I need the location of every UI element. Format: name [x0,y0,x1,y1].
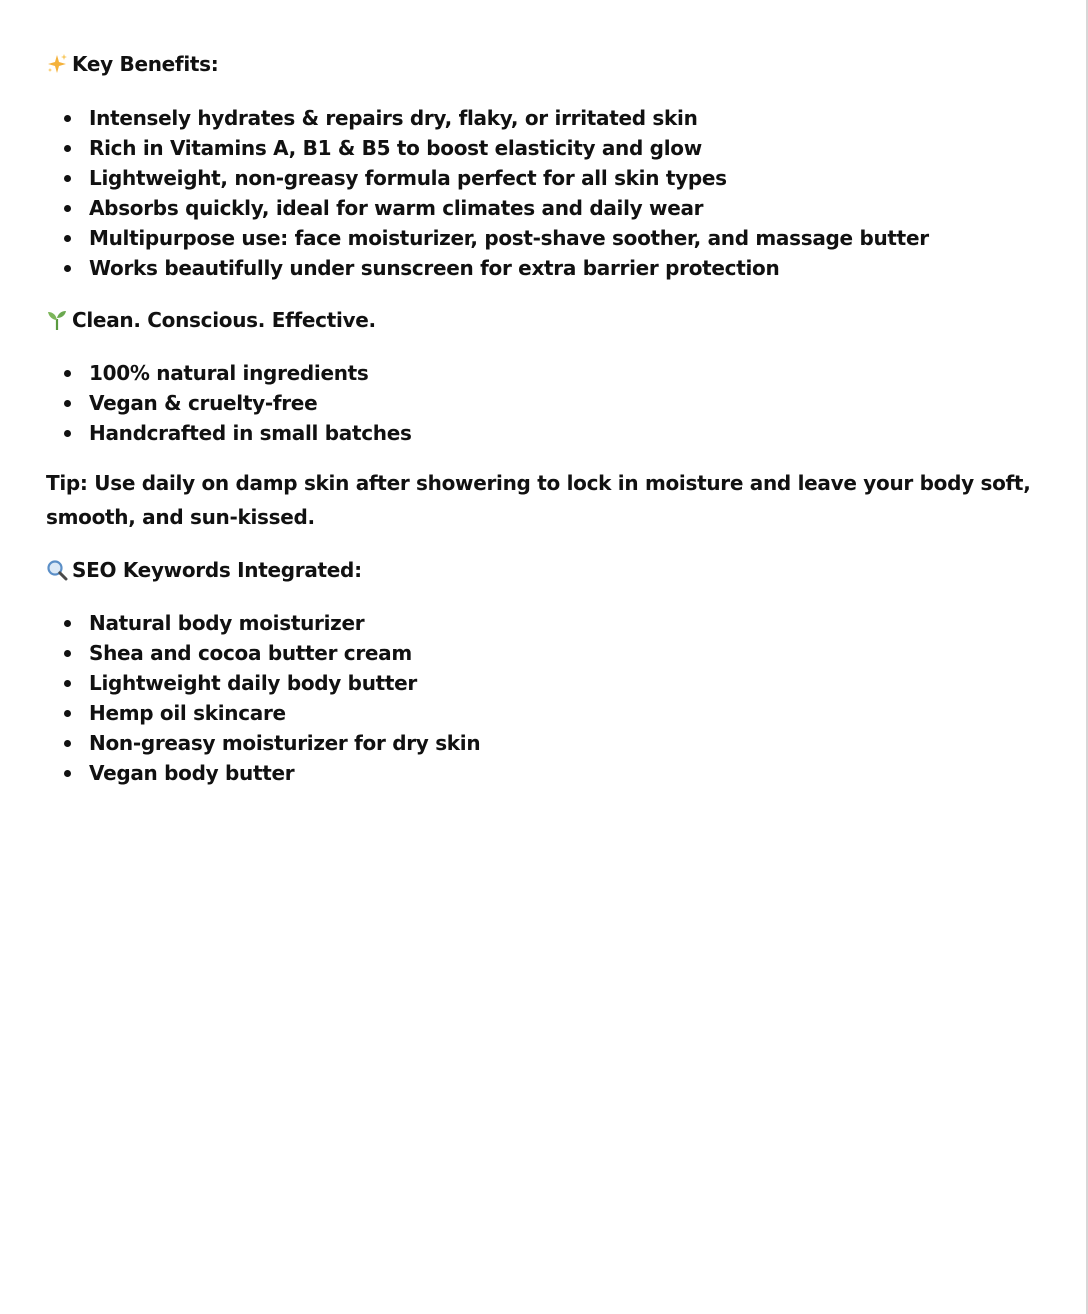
list-item: Absorbs quickly, ideal for warm climates and daily wear [46,193,929,223]
key-benefits-heading [46,49,218,79]
bullet [64,430,71,437]
bullet [64,265,71,272]
bullet [64,740,71,747]
list-item: Lightweight, non-greasy formula perfect for all skin types [46,163,929,193]
bullet [64,680,71,687]
clean-heading [46,305,376,335]
clean-list [46,358,412,448]
bullet [64,370,71,377]
bullet [64,710,71,717]
seo-heading [46,555,362,585]
bullet [64,650,71,657]
list-item: Handcrafted in small batches [46,418,412,448]
bullet [64,115,71,122]
list-item: Rich in Vitamins A, B1 & B5 to boost elasticity and glow [46,133,929,163]
list-item: Intensely hydrates & repairs dry, flaky, or irritated skin [46,103,929,133]
bullet [64,205,71,212]
magnifying-glass-icon [46,559,68,581]
list-item: Shea and cocoa butter cream [46,638,480,668]
list-item: 100% natural ingredients [46,358,412,388]
bullet [64,620,71,627]
list-item: Natural body moisturizer [46,608,480,638]
list-item: Lightweight daily body butter [46,668,480,698]
bullet [64,145,71,152]
sparkles-icon [46,53,68,75]
list-item: Vegan body butter [46,758,480,788]
seo-title: SEO Keywords Integrated: [72,558,362,582]
seo-list [46,608,480,788]
list-item: Works beautifully under sunscreen for extra barrier protection [46,253,929,283]
list-item: Hemp oil skincare [46,698,480,728]
bullet [64,770,71,777]
list-item: Multipurpose use: face moisturizer, post-shave soother, and massage butter [46,223,929,253]
clean-title: Clean. Conscious. Effective. [72,308,376,332]
tip-paragraph: Tip: Use daily on damp skin after showering to lock in moisture and leave your body soft, smooth, and sun-kissed. [46,471,1031,529]
key-benefits-title: Key Benefits: [72,52,219,76]
bullet [64,175,71,182]
seedling-icon [46,309,68,331]
bullet [64,235,71,242]
bullet [64,400,71,407]
list-item: Vegan & cruelty-free [46,388,412,418]
key-benefits-list [46,103,929,283]
list-item: Non-greasy moisturizer for dry skin [46,728,480,758]
